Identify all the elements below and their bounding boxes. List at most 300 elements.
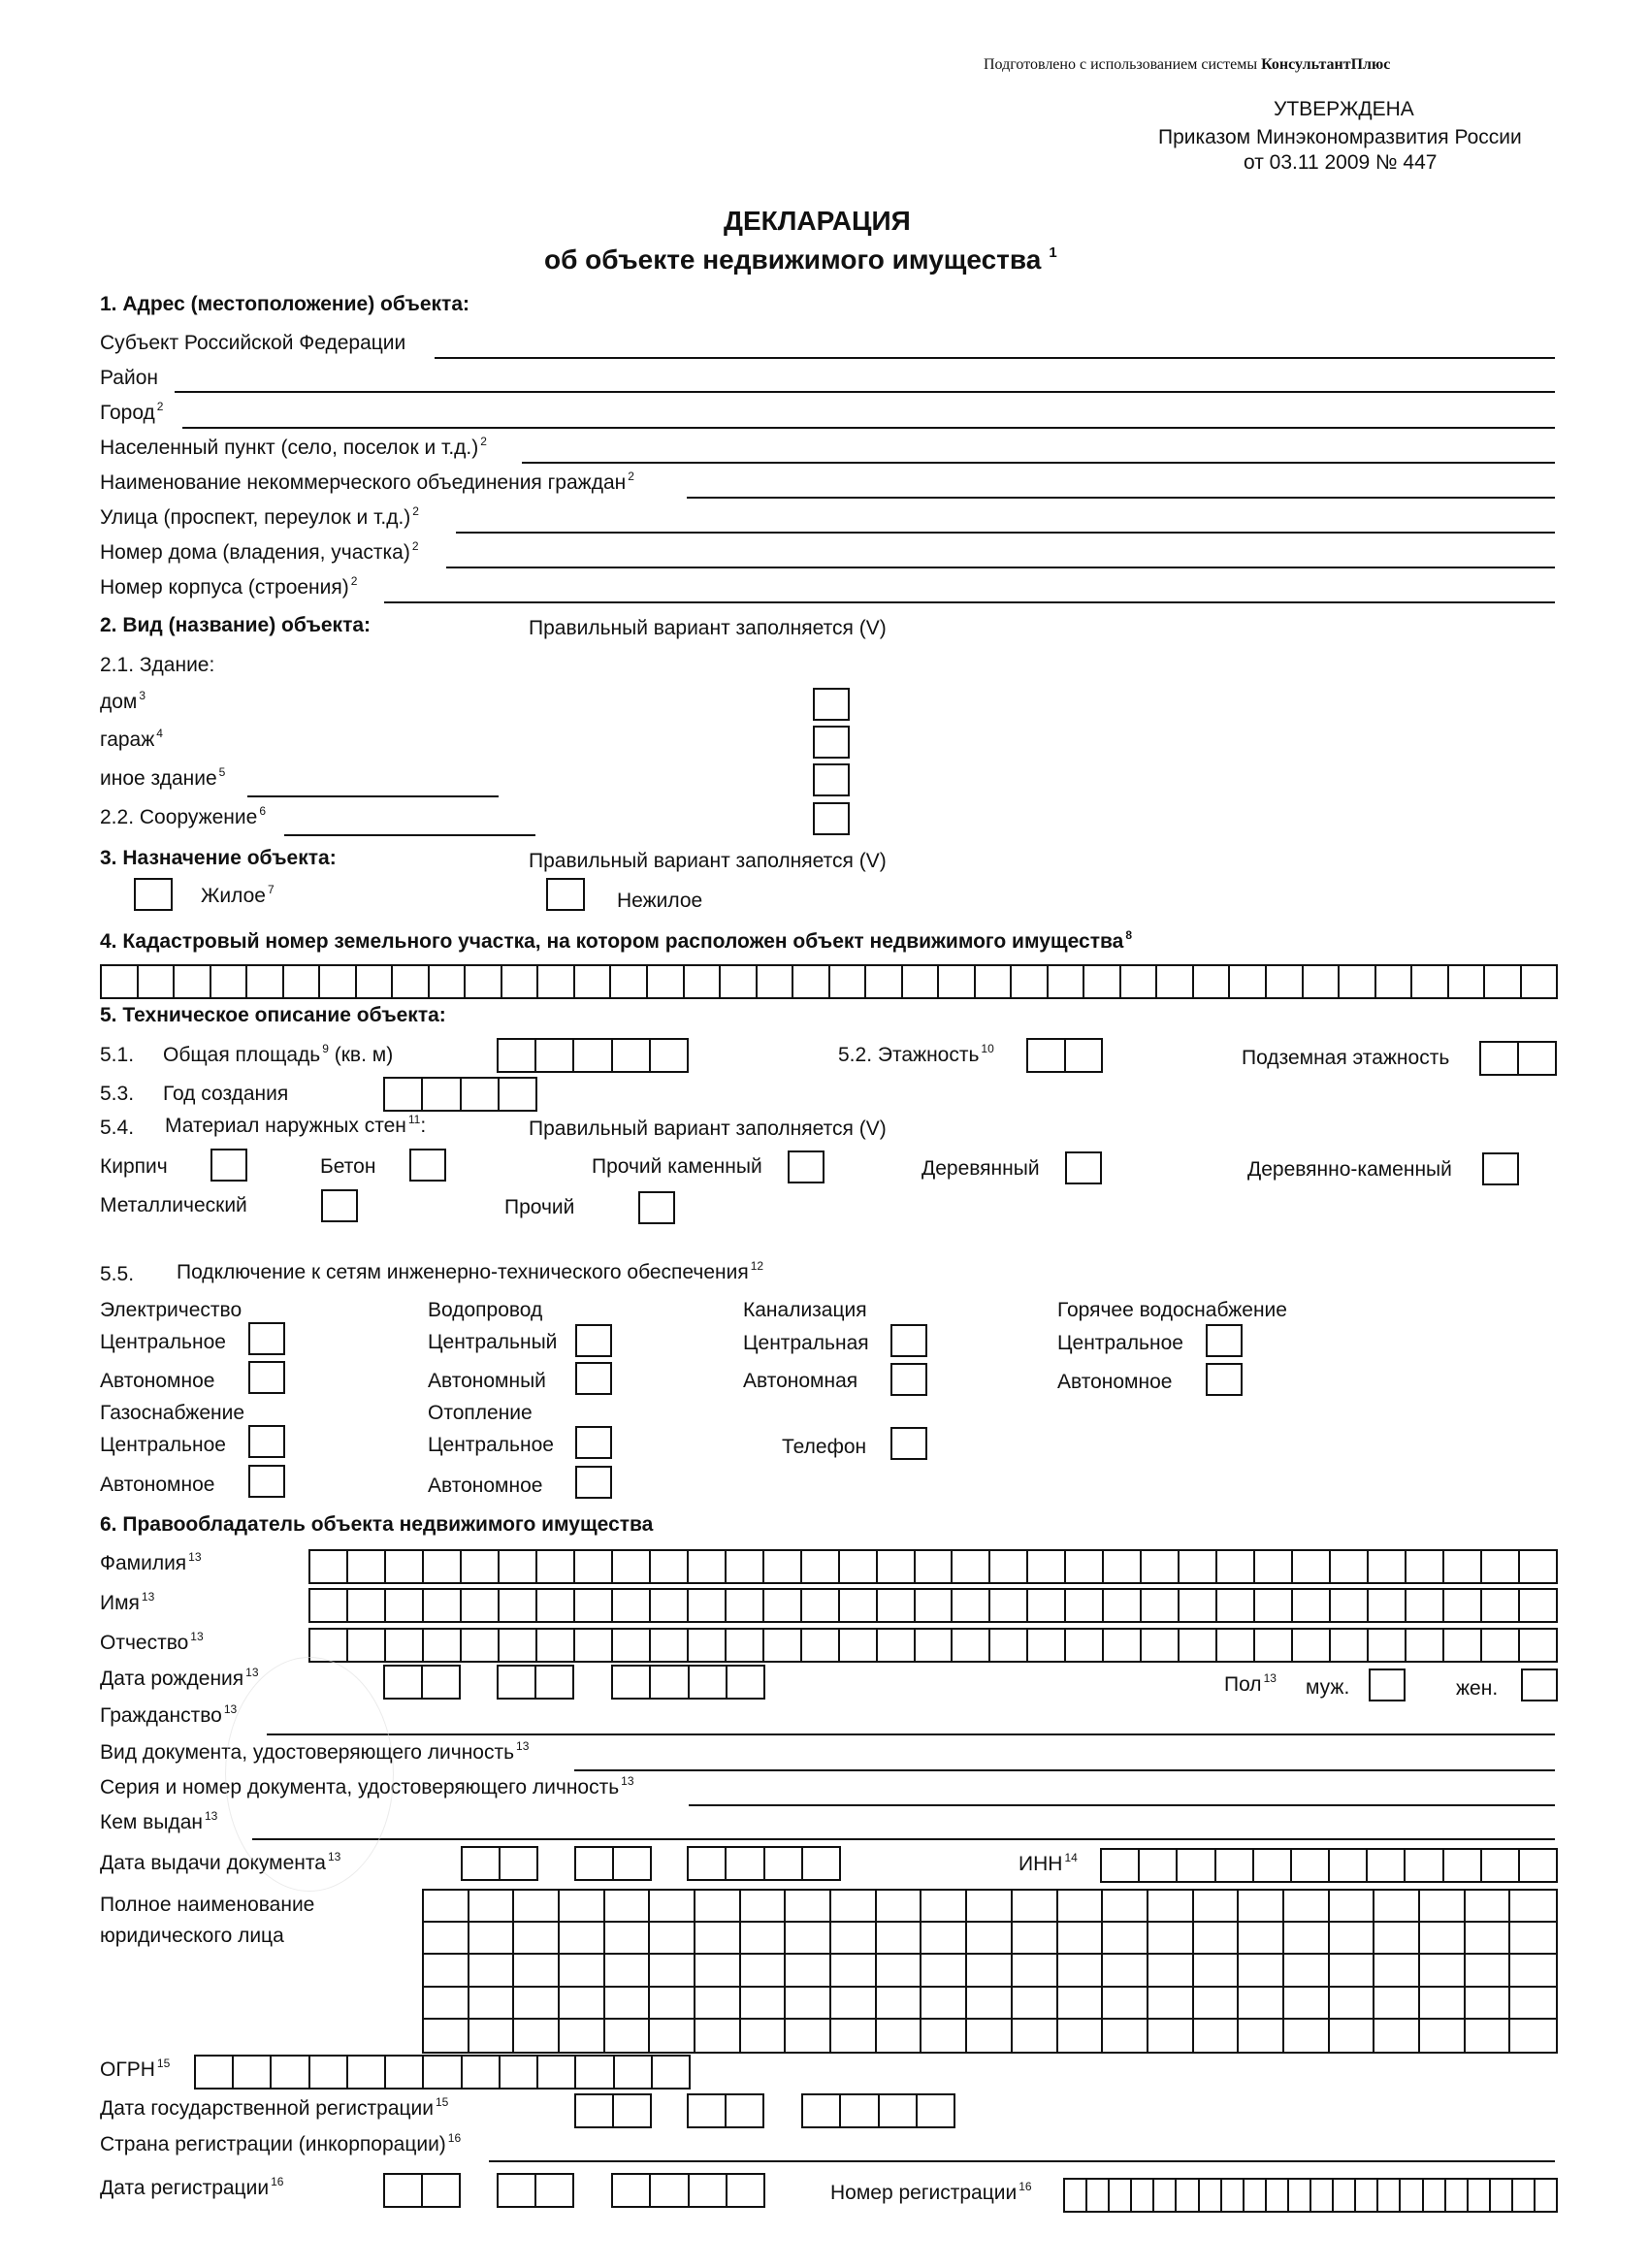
char-cell[interactable]: [1289, 2180, 1311, 2211]
char-cell[interactable]: [605, 1955, 651, 1987]
char-cell[interactable]: [211, 966, 248, 997]
char-cell[interactable]: [1482, 1850, 1520, 1881]
char-cell[interactable]: [575, 1630, 613, 1661]
char-cell[interactable]: [536, 1667, 572, 1698]
char-cell[interactable]: [605, 1988, 651, 2020]
char-cell[interactable]: [1369, 1551, 1406, 1582]
char-cell[interactable]: [1284, 1891, 1330, 1923]
char-cell[interactable]: [605, 1891, 651, 1923]
char-cell[interactable]: [1013, 2020, 1058, 2052]
char-cell[interactable]: [967, 2020, 1013, 2052]
char-cell[interactable]: [878, 1630, 916, 1661]
sewer-central-checkbox[interactable]: [890, 1324, 927, 1357]
char-cell[interactable]: [1466, 1923, 1511, 1955]
char-cell[interactable]: [424, 1590, 462, 1621]
char-cell[interactable]: [1330, 1923, 1375, 1955]
char-cell[interactable]: [1013, 1923, 1058, 1955]
char-cell[interactable]: [1420, 1923, 1466, 1955]
char-cell[interactable]: [536, 2175, 572, 2206]
char-cell[interactable]: [501, 1848, 536, 1879]
char-cell[interactable]: [1104, 1590, 1142, 1621]
registration-date-month-cells[interactable]: [497, 2173, 574, 2208]
char-cell[interactable]: [514, 1891, 560, 1923]
char-cell[interactable]: [1424, 2180, 1446, 2211]
char-cell[interactable]: [576, 2095, 614, 2126]
doc-number-line[interactable]: [689, 1804, 1555, 1806]
char-cell[interactable]: [501, 2057, 538, 2088]
underground-floors-cells[interactable]: [1479, 1041, 1557, 1076]
char-cell[interactable]: [1222, 2180, 1245, 2211]
material-woodstone-checkbox[interactable]: [1482, 1152, 1519, 1185]
char-cell[interactable]: [1058, 1955, 1104, 1987]
char-cell[interactable]: [939, 966, 976, 997]
char-cell[interactable]: [727, 1590, 764, 1621]
birthdate-day-cells[interactable]: [383, 1665, 461, 1700]
char-cell[interactable]: [1245, 2180, 1267, 2211]
char-cell[interactable]: [1255, 1590, 1293, 1621]
field-settlement-line[interactable]: [522, 462, 1555, 464]
char-cell[interactable]: [1058, 1923, 1104, 1955]
char-cell[interactable]: [1293, 1551, 1331, 1582]
char-cell[interactable]: [1356, 2180, 1378, 2211]
char-cell[interactable]: [1028, 1630, 1066, 1661]
char-cell[interactable]: [727, 2095, 762, 2126]
char-cell[interactable]: [613, 1630, 651, 1661]
char-cell[interactable]: [651, 1551, 689, 1582]
char-cell[interactable]: [690, 1667, 728, 1698]
char-cell[interactable]: [462, 1551, 500, 1582]
char-cell[interactable]: [462, 1630, 500, 1661]
char-cell[interactable]: [139, 966, 176, 997]
char-cell[interactable]: [1331, 1630, 1369, 1661]
char-cell[interactable]: [877, 1923, 922, 1955]
registration-date-day-cells[interactable]: [383, 2173, 461, 2208]
char-cell[interactable]: [866, 966, 903, 997]
char-cell[interactable]: [803, 2095, 841, 2126]
inn-cells[interactable]: [1100, 1848, 1558, 1883]
char-cell[interactable]: [695, 1988, 741, 2020]
char-cell[interactable]: [764, 1590, 802, 1621]
electricity-auto-checkbox[interactable]: [248, 1361, 285, 1394]
char-cell[interactable]: [1485, 966, 1522, 997]
sewer-auto-checkbox[interactable]: [890, 1363, 927, 1396]
char-cell[interactable]: [1292, 1850, 1330, 1881]
char-cell[interactable]: [1103, 1955, 1148, 1987]
char-cell[interactable]: [903, 966, 940, 997]
phone-checkbox[interactable]: [890, 1427, 927, 1460]
char-cell[interactable]: [741, 1923, 787, 1955]
char-cell[interactable]: [1520, 1630, 1556, 1661]
char-cell[interactable]: [841, 2095, 879, 2126]
char-cell[interactable]: [650, 1891, 695, 1923]
char-cell[interactable]: [423, 2175, 459, 2206]
char-cell[interactable]: [1406, 1590, 1444, 1621]
char-cell[interactable]: [613, 1551, 651, 1582]
birthdate-month-cells[interactable]: [497, 1665, 574, 1700]
char-cell[interactable]: [976, 966, 1013, 997]
char-cell[interactable]: [840, 1551, 878, 1582]
material-concrete-checkbox[interactable]: [409, 1149, 446, 1182]
char-cell[interactable]: [1449, 966, 1486, 997]
residential-checkbox[interactable]: [134, 878, 173, 911]
char-cell[interactable]: [1420, 1891, 1466, 1923]
char-cell[interactable]: [1103, 1923, 1148, 1955]
char-cell[interactable]: [536, 1040, 574, 1071]
char-cell[interactable]: [741, 1988, 787, 2020]
heating-auto-checkbox[interactable]: [575, 1466, 612, 1499]
char-cell[interactable]: [695, 2020, 741, 2052]
char-cell[interactable]: [877, 1955, 922, 1987]
char-cell[interactable]: [469, 1988, 515, 2020]
field-nco-line[interactable]: [687, 497, 1555, 499]
char-cell[interactable]: [831, 1923, 877, 1955]
char-cell[interactable]: [1194, 1955, 1240, 1987]
char-cell[interactable]: [922, 1891, 967, 1923]
char-cell[interactable]: [1334, 2180, 1356, 2211]
char-cell[interactable]: [1293, 1630, 1331, 1661]
char-cell[interactable]: [1510, 1923, 1556, 1955]
char-cell[interactable]: [831, 1955, 877, 1987]
char-cell[interactable]: [1013, 1891, 1058, 1923]
char-cell[interactable]: [500, 1079, 535, 1110]
char-cell[interactable]: [727, 1848, 764, 1879]
char-cell[interactable]: [1254, 1850, 1292, 1881]
char-cell[interactable]: [576, 1848, 614, 1879]
year-built-cells[interactable]: [383, 1077, 537, 1112]
char-cell[interactable]: [466, 966, 502, 997]
char-cell[interactable]: [1513, 2180, 1536, 2211]
electricity-central-checkbox[interactable]: [248, 1322, 285, 1355]
char-cell[interactable]: [611, 966, 648, 997]
char-cell[interactable]: [1180, 1630, 1217, 1661]
char-cell[interactable]: [802, 1590, 840, 1621]
char-cell[interactable]: [831, 2020, 877, 2052]
char-cell[interactable]: [1148, 1923, 1194, 1955]
material-stone-checkbox[interactable]: [788, 1150, 824, 1183]
char-cell[interactable]: [1180, 1590, 1217, 1621]
nonresidential-checkbox[interactable]: [546, 878, 585, 911]
char-cell[interactable]: [1200, 2180, 1222, 2211]
char-cell[interactable]: [1110, 2180, 1132, 2211]
char-cell[interactable]: [1102, 1850, 1140, 1881]
char-cell[interactable]: [831, 1891, 877, 1923]
ogrn-cells[interactable]: [194, 2055, 691, 2090]
char-cell[interactable]: [615, 2057, 653, 2088]
char-cell[interactable]: [424, 1891, 469, 1923]
char-cell[interactable]: [1255, 1551, 1293, 1582]
char-cell[interactable]: [1510, 2020, 1556, 2052]
char-cell[interactable]: [1013, 1955, 1058, 1987]
char-cell[interactable]: [1520, 1590, 1556, 1621]
char-cell[interactable]: [916, 1590, 954, 1621]
char-cell[interactable]: [1406, 1850, 1443, 1881]
char-cell[interactable]: [514, 1923, 560, 1955]
char-cell[interactable]: [1522, 966, 1557, 997]
char-cell[interactable]: [1194, 1891, 1240, 1923]
water-auto-checkbox[interactable]: [575, 1362, 612, 1395]
char-cell[interactable]: [1369, 1630, 1406, 1661]
char-cell[interactable]: [386, 1551, 424, 1582]
other-building-line[interactable]: [247, 795, 499, 797]
char-cell[interactable]: [469, 1955, 515, 1987]
char-cell[interactable]: [560, 2020, 605, 2052]
char-cell[interactable]: [310, 1590, 348, 1621]
char-cell[interactable]: [1491, 2180, 1513, 2211]
char-cell[interactable]: [1157, 966, 1194, 997]
char-cell[interactable]: [1194, 2020, 1240, 2052]
char-cell[interactable]: [499, 1040, 536, 1071]
issued-by-line[interactable]: [252, 1838, 1555, 1840]
char-cell[interactable]: [469, 1891, 515, 1923]
char-cell[interactable]: [1369, 1590, 1406, 1621]
char-cell[interactable]: [1177, 2180, 1199, 2211]
char-cell[interactable]: [1330, 1891, 1375, 1923]
char-cell[interactable]: [1330, 2020, 1375, 2052]
char-cell[interactable]: [1028, 1040, 1066, 1071]
char-cell[interactable]: [689, 1848, 727, 1879]
char-cell[interactable]: [1148, 1988, 1194, 2020]
char-cell[interactable]: [1148, 2020, 1194, 2052]
char-cell[interactable]: [1330, 1850, 1368, 1881]
char-cell[interactable]: [1536, 2180, 1556, 2211]
field-city-line[interactable]: [182, 427, 1555, 429]
field-subject-line[interactable]: [435, 357, 1555, 359]
char-cell[interactable]: [613, 1040, 651, 1071]
char-cell[interactable]: [560, 1923, 605, 1955]
char-cell[interactable]: [424, 1630, 462, 1661]
char-cell[interactable]: [802, 1551, 840, 1582]
char-cell[interactable]: [386, 1630, 424, 1661]
house-checkbox[interactable]: [813, 688, 850, 721]
char-cell[interactable]: [386, 2057, 424, 2088]
gas-central-checkbox[interactable]: [248, 1425, 285, 1458]
char-cell[interactable]: [650, 1988, 695, 2020]
char-cell[interactable]: [1121, 966, 1158, 997]
reg-date-day-cells[interactable]: [574, 2093, 652, 2128]
char-cell[interactable]: [877, 1988, 922, 2020]
char-cell[interactable]: [424, 1988, 469, 2020]
cadastral-number-cells[interactable]: [100, 964, 1558, 999]
char-cell[interactable]: [803, 1848, 839, 1879]
char-cell[interactable]: [1412, 966, 1449, 997]
name-cells[interactable]: [308, 1588, 1558, 1623]
garage-checkbox[interactable]: [813, 726, 850, 759]
char-cell[interactable]: [1304, 966, 1341, 997]
char-cell[interactable]: [537, 1590, 575, 1621]
char-cell[interactable]: [764, 1630, 802, 1661]
char-cell[interactable]: [1293, 1590, 1331, 1621]
char-cell[interactable]: [1284, 2020, 1330, 2052]
char-cell[interactable]: [1103, 2020, 1148, 2052]
char-cell[interactable]: [1239, 1955, 1284, 1987]
char-cell[interactable]: [741, 2020, 787, 2052]
char-cell[interactable]: [310, 1630, 348, 1661]
char-cell[interactable]: [689, 1630, 727, 1661]
char-cell[interactable]: [502, 966, 539, 997]
field-district-line[interactable]: [175, 391, 1555, 393]
char-cell[interactable]: [1194, 966, 1231, 997]
char-cell[interactable]: [689, 2095, 727, 2126]
char-cell[interactable]: [689, 1551, 727, 1582]
char-cell[interactable]: [463, 2057, 501, 2088]
char-cell[interactable]: [1284, 1988, 1330, 2020]
char-cell[interactable]: [424, 2020, 469, 2052]
char-cell[interactable]: [741, 1955, 787, 1987]
water-central-checkbox[interactable]: [575, 1324, 612, 1357]
char-cell[interactable]: [284, 966, 321, 997]
char-cell[interactable]: [1481, 1043, 1519, 1074]
char-cell[interactable]: [424, 1923, 469, 1955]
char-cell[interactable]: [953, 1630, 990, 1661]
char-cell[interactable]: [614, 1848, 650, 1879]
char-cell[interactable]: [1217, 1630, 1255, 1661]
char-cell[interactable]: [1330, 1955, 1375, 1987]
char-cell[interactable]: [560, 1988, 605, 2020]
char-cell[interactable]: [1420, 1988, 1466, 2020]
reg-date-month-cells[interactable]: [687, 2093, 764, 2128]
char-cell[interactable]: [1311, 2180, 1334, 2211]
char-cell[interactable]: [1331, 1551, 1369, 1582]
char-cell[interactable]: [1255, 1630, 1293, 1661]
char-cell[interactable]: [613, 1667, 651, 1698]
issue-date-month-cells[interactable]: [574, 1846, 652, 1881]
char-cell[interactable]: [1444, 1630, 1482, 1661]
char-cell[interactable]: [967, 1988, 1013, 2020]
char-cell[interactable]: [695, 1891, 741, 1923]
char-cell[interactable]: [953, 1590, 990, 1621]
char-cell[interactable]: [922, 1988, 967, 2020]
field-house-line[interactable]: [446, 567, 1555, 568]
char-cell[interactable]: [1216, 1850, 1254, 1881]
char-cell[interactable]: [357, 966, 394, 997]
char-cell[interactable]: [1466, 1988, 1511, 2020]
char-cell[interactable]: [538, 2057, 576, 2088]
char-cell[interactable]: [967, 1891, 1013, 1923]
char-cell[interactable]: [348, 1551, 386, 1582]
char-cell[interactable]: [840, 1590, 878, 1621]
char-cell[interactable]: [922, 1923, 967, 1955]
char-cell[interactable]: [651, 1630, 689, 1661]
char-cell[interactable]: [953, 1551, 990, 1582]
heating-central-checkbox[interactable]: [575, 1426, 612, 1459]
char-cell[interactable]: [1510, 1891, 1556, 1923]
structure-line[interactable]: [284, 834, 535, 836]
char-cell[interactable]: [1510, 1955, 1556, 1987]
char-cell[interactable]: [650, 1923, 695, 1955]
char-cell[interactable]: [1066, 1040, 1102, 1071]
char-cell[interactable]: [424, 1551, 462, 1582]
char-cell[interactable]: [1466, 1955, 1511, 1987]
char-cell[interactable]: [1482, 1590, 1520, 1621]
char-cell[interactable]: [500, 1551, 537, 1582]
issue-date-day-cells[interactable]: [461, 1846, 538, 1881]
char-cell[interactable]: [1058, 1988, 1104, 2020]
char-cell[interactable]: [1178, 1850, 1215, 1881]
char-cell[interactable]: [385, 2175, 423, 2206]
char-cell[interactable]: [1284, 1923, 1330, 1955]
char-cell[interactable]: [1401, 2180, 1423, 2211]
gas-auto-checkbox[interactable]: [248, 1465, 285, 1498]
char-cell[interactable]: [1239, 1988, 1284, 2020]
char-cell[interactable]: [651, 1590, 689, 1621]
char-cell[interactable]: [878, 1590, 916, 1621]
char-cell[interactable]: [786, 1955, 831, 1987]
char-cell[interactable]: [1154, 2180, 1177, 2211]
registration-date-year-cells[interactable]: [611, 2173, 765, 2208]
char-cell[interactable]: [462, 1079, 500, 1110]
citizenship-line[interactable]: [267, 1733, 1555, 1735]
char-cell[interactable]: [1444, 1551, 1482, 1582]
char-cell[interactable]: [1028, 1551, 1066, 1582]
char-cell[interactable]: [695, 1955, 741, 1987]
char-cell[interactable]: [967, 1955, 1013, 1987]
char-cell[interactable]: [1374, 1891, 1420, 1923]
char-cell[interactable]: [1104, 1630, 1142, 1661]
char-cell[interactable]: [758, 966, 794, 997]
char-cell[interactable]: [922, 2020, 967, 2052]
char-cell[interactable]: [1142, 1630, 1180, 1661]
char-cell[interactable]: [1058, 2020, 1104, 2052]
char-cell[interactable]: [653, 2057, 689, 2088]
field-street-line[interactable]: [456, 532, 1555, 534]
char-cell[interactable]: [514, 1988, 560, 2020]
hotwater-central-checkbox[interactable]: [1206, 1324, 1243, 1357]
char-cell[interactable]: [880, 2095, 918, 2126]
reg-date-year-cells[interactable]: [801, 2093, 955, 2128]
hotwater-auto-checkbox[interactable]: [1206, 1363, 1243, 1396]
char-cell[interactable]: [877, 2020, 922, 2052]
char-cell[interactable]: [348, 2057, 386, 2088]
char-cell[interactable]: [721, 966, 758, 997]
char-cell[interactable]: [1084, 966, 1121, 997]
char-cell[interactable]: [560, 1891, 605, 1923]
char-cell[interactable]: [1420, 2020, 1466, 2052]
char-cell[interactable]: [423, 1079, 461, 1110]
char-cell[interactable]: [1103, 1891, 1148, 1923]
char-cell[interactable]: [1519, 1043, 1555, 1074]
char-cell[interactable]: [786, 1988, 831, 2020]
char-cell[interactable]: [320, 966, 357, 997]
char-cell[interactable]: [1284, 1955, 1330, 1987]
char-cell[interactable]: [310, 1551, 348, 1582]
char-cell[interactable]: [1267, 2180, 1289, 2211]
char-cell[interactable]: [537, 1551, 575, 1582]
char-cell[interactable]: [575, 1551, 613, 1582]
char-cell[interactable]: [234, 2057, 272, 2088]
char-cell[interactable]: [469, 1923, 515, 1955]
char-cell[interactable]: [1104, 1551, 1142, 1582]
char-cell[interactable]: [918, 2095, 954, 2126]
char-cell[interactable]: [651, 1040, 687, 1071]
char-cell[interactable]: [802, 1630, 840, 1661]
char-cell[interactable]: [1406, 1551, 1444, 1582]
char-cell[interactable]: [1466, 2020, 1511, 2052]
structure-checkbox[interactable]: [813, 802, 850, 835]
char-cell[interactable]: [1058, 1891, 1104, 1923]
char-cell[interactable]: [650, 2020, 695, 2052]
char-cell[interactable]: [613, 2175, 651, 2206]
char-cell[interactable]: [605, 1923, 651, 1955]
char-cell[interactable]: [272, 2057, 309, 2088]
char-cell[interactable]: [1444, 1850, 1482, 1881]
char-cell[interactable]: [1330, 1988, 1375, 2020]
char-cell[interactable]: [1194, 1988, 1240, 2020]
char-cell[interactable]: [1466, 1891, 1511, 1923]
char-cell[interactable]: [967, 1923, 1013, 1955]
char-cell[interactable]: [685, 966, 722, 997]
char-cell[interactable]: [469, 2020, 515, 2052]
char-cell[interactable]: [728, 1667, 763, 1698]
